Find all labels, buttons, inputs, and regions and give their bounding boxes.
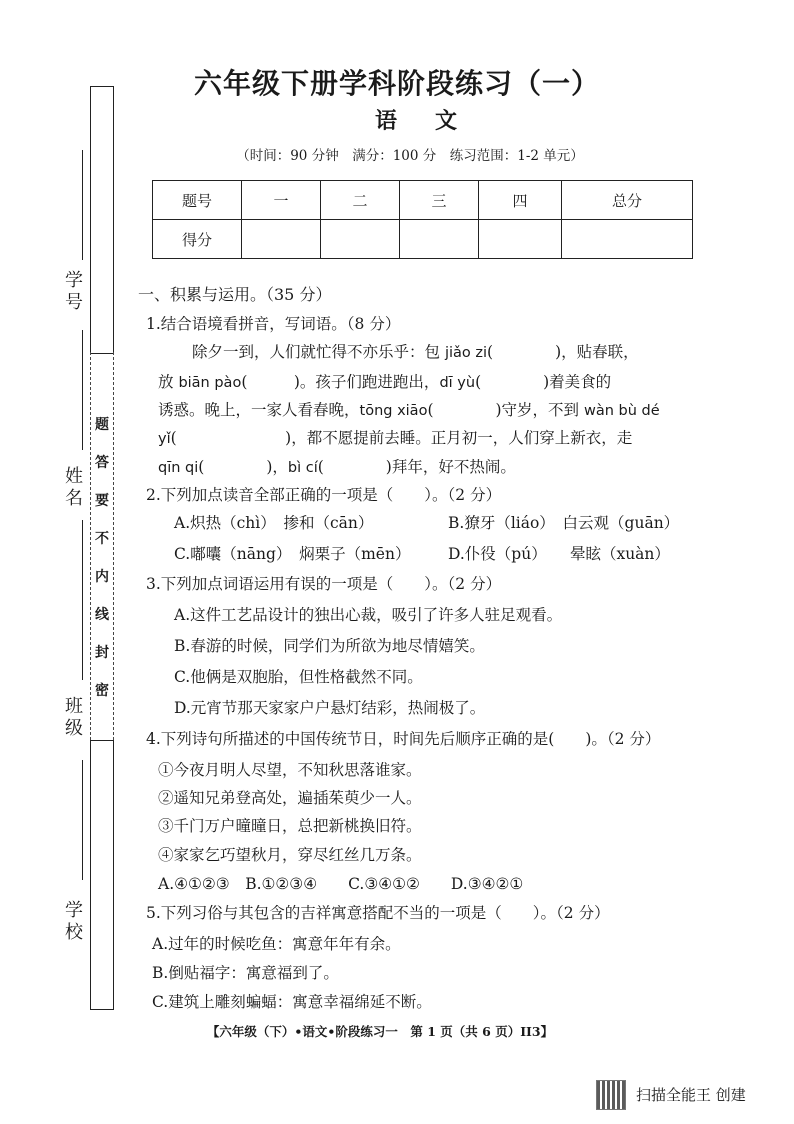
score-input-cell[interactable]: [562, 220, 693, 259]
question-4-poem-4: ④家家乞巧望秋月，穿尽红丝几万条。: [158, 846, 422, 864]
seal-char: 不: [95, 531, 109, 547]
subject-title: 语 文: [375, 108, 458, 134]
question-2-option-d: D.仆役（pú） 晕眩（xuàn）: [448, 545, 670, 563]
question-2-option-b: B.獠牙（liáo） 白云观（guān）: [448, 514, 680, 532]
question-5-option-a: A.过年的时候吃鱼：寓意年年有余。: [152, 935, 401, 953]
seal-char: 题: [95, 417, 109, 433]
seal-char: 要: [95, 493, 109, 509]
question-3-option-b: B.春游的时候，同学们为所欲为地尽情嬉笑。: [174, 637, 485, 655]
question-4-poem-2: ②遥知兄弟登高处，遍插茱萸少一人。: [158, 789, 422, 807]
table-cell: 题号: [153, 181, 242, 220]
question-4-options: A.④①②③ B.①②③④ C.③④①② D.③④②①: [158, 875, 524, 893]
question-3-option-d: D.元宵节那天家家户户悬灯结彩，热闹极了。: [174, 699, 486, 717]
seal-char: 答: [95, 455, 109, 471]
score-input-cell[interactable]: [242, 220, 321, 259]
question-1-stem: 1.结合语境看拼音，写词语。（8 分）: [146, 315, 401, 333]
school-line: [82, 760, 83, 880]
question-5-option-b: B.倒贴福字：寓意福到了。: [152, 964, 339, 982]
section-heading: 一、积累与运用。（35 分）: [138, 285, 332, 304]
question-1-line: 除夕一到，人们就忙得不亦乐乎：包 jiǎo zi( )，贴春联，: [192, 343, 639, 361]
score-input-cell[interactable]: [400, 220, 479, 259]
question-1-line: yǐ( )，都不愿提前去睡。正月初一，人们穿上新衣，走: [158, 429, 633, 447]
class-label: 班级: [65, 696, 83, 739]
question-3-option-a: A.这件工艺品设计的独出心裁，吸引了许多人驻足观看。: [174, 606, 563, 624]
question-5-option-c: C.建筑上雕刻蝙蝠：寓意幸福绵延不断。: [152, 993, 432, 1011]
score-input-cell[interactable]: [479, 220, 562, 259]
seal-char: 内: [95, 569, 109, 585]
question-1-line: qīn qi( )，bì cí( )拜年，好不热闹。: [158, 458, 516, 476]
school-label: 学校: [65, 900, 83, 943]
table-cell: 得分: [153, 220, 242, 259]
question-3-stem: 3.下列加点词语运用有误的一项是（ ）。（2 分）: [146, 575, 502, 593]
page-footer: 【六年级（下）•语文•阶段练习一 第 1 页（共 6 页）II3】: [206, 1024, 554, 1039]
question-4-poem-1: ①今夜月明人尽望，不知秋思落谁家。: [158, 761, 422, 779]
exam-title: 六年级下册学科阶段练习（一）: [193, 67, 600, 100]
student-id-label: 学号: [65, 270, 83, 313]
table-cell: 二: [321, 181, 400, 220]
table-cell: 总分: [562, 181, 693, 220]
qr-code-icon: [596, 1080, 626, 1110]
name-line: [82, 330, 83, 450]
question-2-option-a: A.炽热（chì） 掺和（cān）: [174, 514, 374, 532]
table-cell: 三: [400, 181, 479, 220]
question-4-stem: 4.下列诗句所描述的中国传统节日，时间先后顺序正确的是( )。（2 分）: [146, 730, 661, 748]
binding-strip-top: [90, 86, 114, 354]
name-label: 姓名: [65, 466, 83, 509]
question-3-option-c: C.他俩是双胞胎，但性格截然不同。: [174, 668, 423, 686]
score-table-header-row: [153, 181, 693, 220]
class-line: [82, 520, 83, 680]
table-cell: 一: [242, 181, 321, 220]
seal-char: 密: [95, 683, 109, 699]
seal-char: 封: [95, 645, 109, 661]
student-id-line: [82, 150, 83, 260]
question-2-option-c: C.嘟囔（nāng） 焖栗子（mēn）: [174, 545, 411, 563]
score-table-score-row: [153, 220, 693, 259]
question-2-stem: 2.下列加点读音全部正确的一项是（ ）。（2 分）: [146, 486, 502, 504]
question-1-line: 放 biān pào( )。孩子们跑进跑出，dī yù( )着美食的: [158, 373, 612, 391]
question-4-poem-3: ③千门万户曈曈日，总把新桃换旧符。: [158, 817, 422, 835]
scanner-watermark: 扫描全能王 创建: [636, 1086, 746, 1104]
table-cell: 四: [479, 181, 562, 220]
binding-strip-bottom: [90, 740, 114, 1010]
question-1-line: 诱惑。晚上，一家人看春晚，tōng xiāo( )守岁，不到 wàn bù dé: [158, 401, 660, 419]
score-table: [152, 180, 693, 259]
question-5-stem: 5.下列习俗与其包含的吉祥寓意搭配不当的一项是（ ）。（2 分）: [146, 904, 610, 922]
score-input-cell[interactable]: [321, 220, 400, 259]
exam-meta: （时间：90 分钟 满分：100 分 练习范围：1-2 单元）: [236, 148, 584, 164]
seal-char: 线: [95, 607, 109, 623]
